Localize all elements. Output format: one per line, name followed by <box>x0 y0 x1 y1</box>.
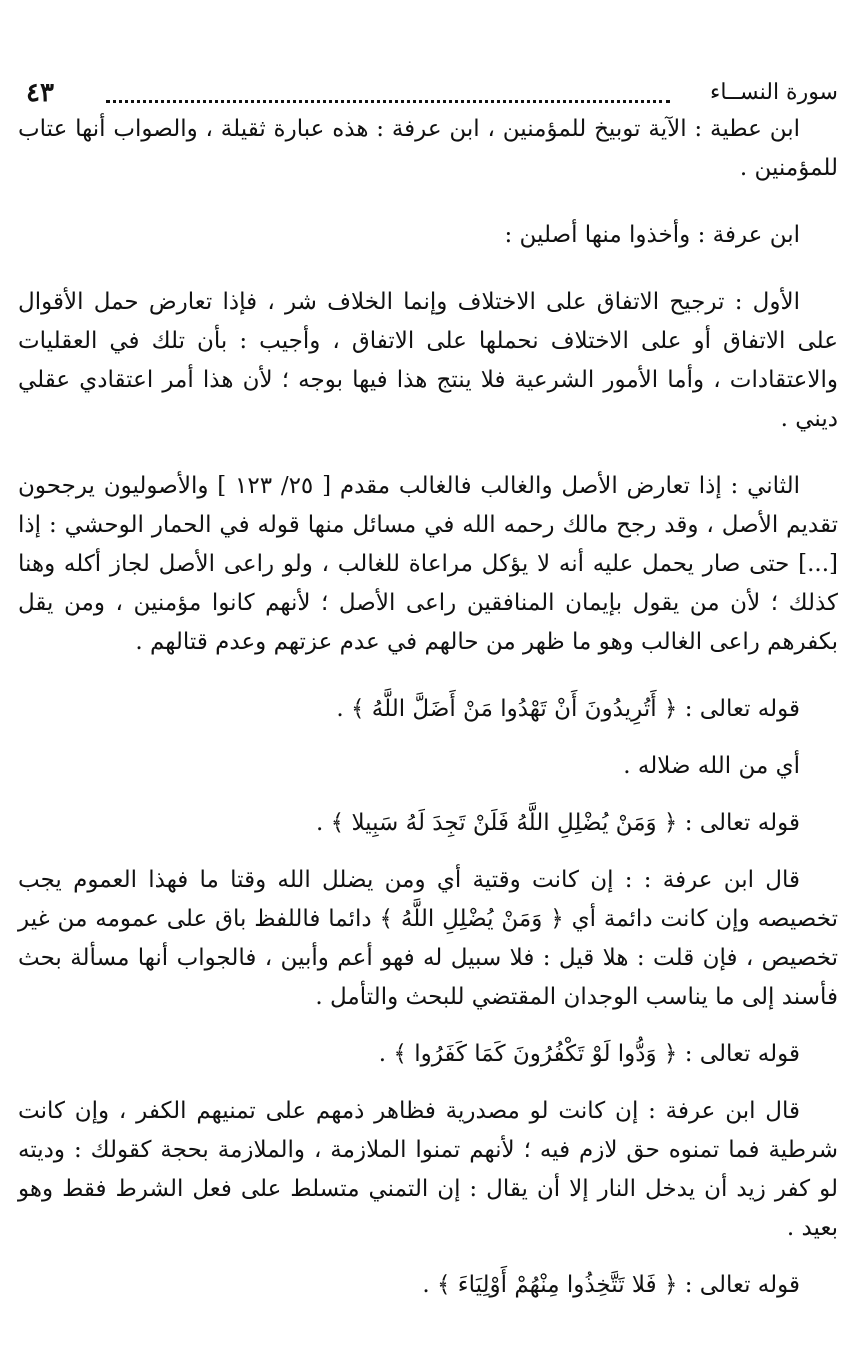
paragraph-ibn-atiyya: ابن عطية : الآية توبيخ للمؤمنين ، ابن عرفة : هذه عبارة ثقيلة ، والصواب أنها عتاب للمؤمنين . <box>18 116 838 181</box>
paragraph-second-principle: الثاني : إذا تعارض الأصل والغالب فالغالب مقدم [ ٢٥/ ١٢٣ ] والأصوليون يرجحون تقديم الأصل ، وقد رجح مالك رحمه الله في مسائل منها قوله في الحمار الوحشي : إذا [...] حتى صار يحمل عليه أنه لا يؤكل مراعاة للغالب ، ولو راعى الأصل لجاز أكله وهنا كذلك ؛ لأن من يقول بإيمان المنافقين راعى الأصل ؛ لأنهم كانوا مؤمنين ، ومن يقل بكفرهم راعى الغالب وهو ما ظهر من حالهم في عدم عزتهم وعدم قتالهم . <box>18 473 838 655</box>
verse-quote-1: قوله تعالى : ﴿ أَتُرِيدُونَ أَنْ تَهْدُوا مَنْ أَضَلَّ اللَّهُ ﴾ . <box>336 696 800 722</box>
paragraph-first-principle: الأول : ترجيح الاتفاق على الاختلاف وإنما الخلاف شر ، فإذا تعارض حمل الأقوال على الاتفاق أو على الاختلاف نحملها على الاتفاق ، وأجيب : بأن تلك في العقليات والاعتقادات ، وأما الأمور الشرعية فلا ينتج هذا فيها بوجه ؛ لأن هذا أمر اعتقادي عقلي ديني . <box>18 289 838 432</box>
header-leader-dots <box>106 100 670 103</box>
document-page <box>18 70 838 1305</box>
running-header <box>18 70 838 110</box>
page-number: ٤٣ <box>26 78 54 108</box>
verse-quote-2: قوله تعالى : ﴿ وَمَنْ يُضْلِلِ اللَّهُ فَلَنْ تَجِدَ لَهُ سَبِيلا ﴾ . <box>316 810 800 836</box>
verse-quote-4: قوله تعالى : ﴿ فَلا تَتَّخِذُوا مِنْهُمْ أَوْلِيَاءَ ﴾ . <box>422 1272 800 1298</box>
paragraph-two-principles: ابن عرفة : وأخذوا منها أصلين : <box>504 222 800 248</box>
paragraph-commentary-1: أي من الله ضلاله . <box>623 753 800 779</box>
surah-title: سورة النســاء <box>710 80 838 105</box>
paragraph-commentary-3: قال ابن عرفة : إن كانت لو مصدرية فظاهر ذمهم على تمنيهم الكفر ، وإن كانت شرطية فما تمنوه حق لازم فيه ؛ لأنهم تمنوا الملازمة ، والملازمة بحجة كقولك : وديته لو كفر زيد أن يدخل النار إلا أن يقال : إن التمني متسلط على فعل الشرط فقط وهو بعيد . <box>18 1098 838 1241</box>
verse-quote-3: قوله تعالى : ﴿ وَدُّوا لَوْ تَكْفُرُونَ كَمَا كَفَرُوا ﴾ . <box>378 1041 800 1067</box>
paragraph-commentary-2: قال ابن عرفة : : إن كانت وقتية أي ومن يضلل الله وقتا ما فهذا العموم يجب تخصيصه وإن كانت دائمة أي ﴿ وَمَنْ يُضْلِلِ اللَّهُ ﴾ دائما فاللفظ باق على عمومه من غير تخصيص ، فإن قلت : هلا قيل : فلا سبيل له فهو أعم وأبين ، فالجواب أنها مسألة بحث فأسند إلى ما يناسب الوجدان المقتضي للبحث والتأمل . <box>18 867 838 1010</box>
